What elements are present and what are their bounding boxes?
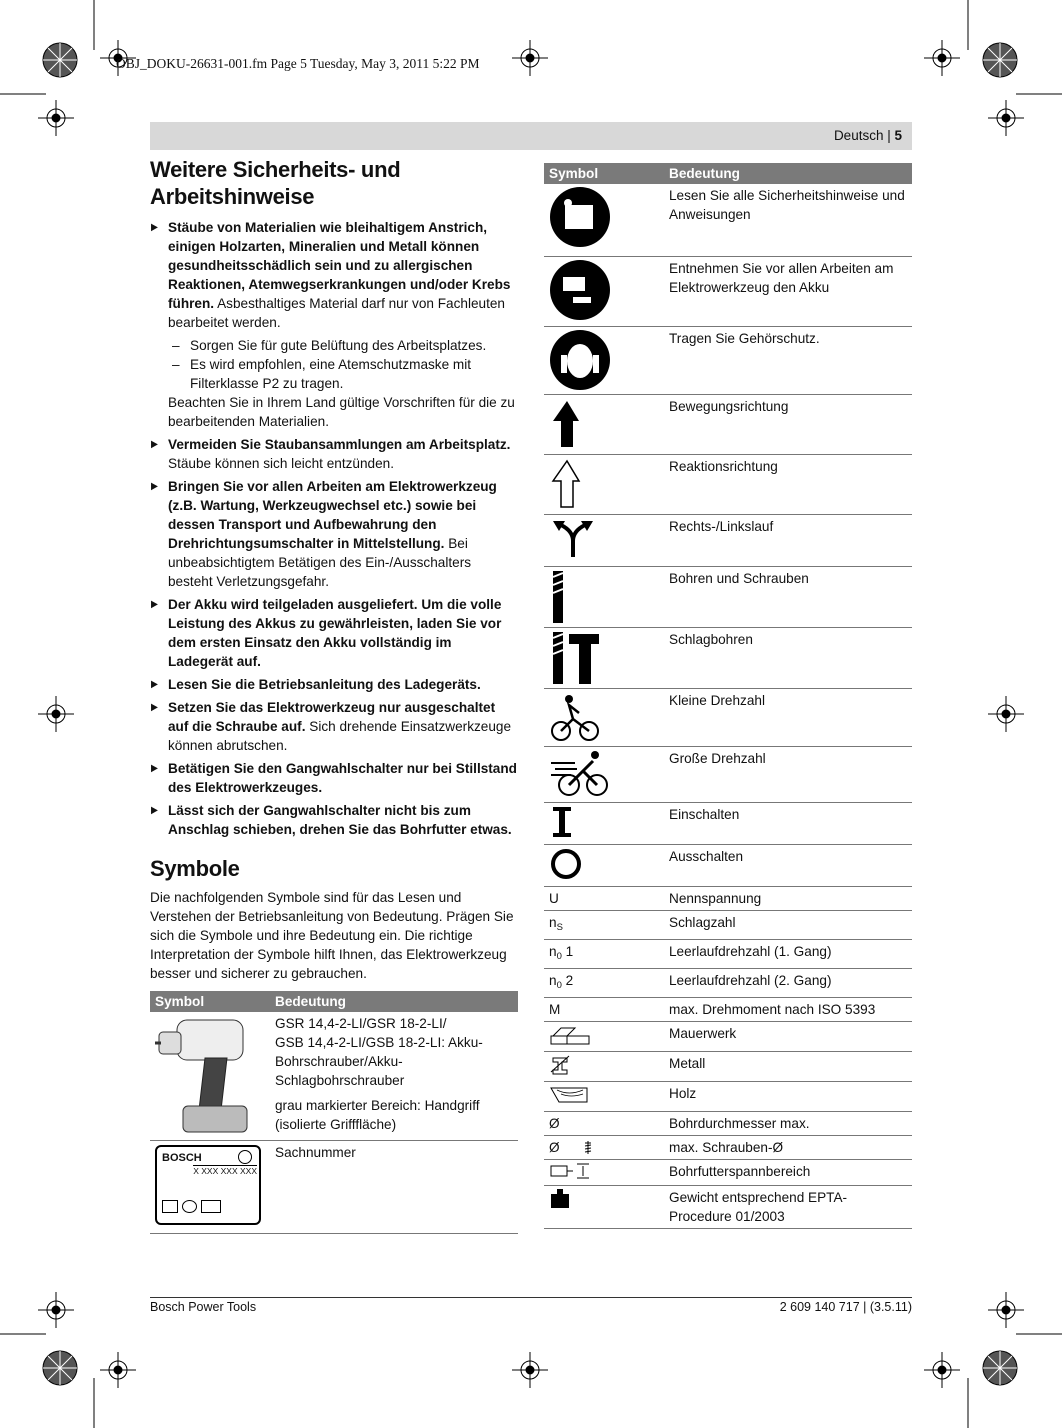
table-row: Einschalten <box>544 802 912 844</box>
part-number-label: Sachnummer <box>270 1141 518 1234</box>
drill-image <box>150 1012 270 1141</box>
table-row: Große Drehzahl <box>544 746 912 802</box>
reaction-direction-icon <box>549 457 583 511</box>
footer-brand: Bosch Power Tools <box>150 1300 257 1314</box>
plate-shapes <box>162 1199 221 1218</box>
table-row: Metall <box>544 1051 912 1081</box>
low-speed-cyclist-icon <box>549 691 601 743</box>
table-row: Mauerwerk <box>544 1021 912 1051</box>
table-row: Schlagbohren <box>544 627 912 688</box>
table-row: Bohrfutterspannbereich <box>544 1159 912 1185</box>
safety-bullet: ▶ Vermeiden Sie Staubansammlungen am Arbeitsplatz. Stäube können sich leicht entzünden. <box>150 435 518 473</box>
remove-battery-icon <box>549 259 611 321</box>
table-row: Bewegungsrichtung <box>544 394 912 454</box>
plate-logo-icon <box>238 1150 252 1164</box>
table-row: $n_S$ Schlagzahl <box>544 910 912 939</box>
safety-bullet: ▶ Bringen Sie vor allen Arbeiten am Elektrowerkzeug (z.B. Wartung, Werkzeugwechsel etc.) sowie bei dessen Transport und Aufbewahrung den Drehrichtungsumschalter in Mittelstellung. Bei unbeabsichtigtem Betätigen des Ein-/Ausschalters besteht Verletzungsgefahr. <box>150 477 518 591</box>
power-on-icon <box>549 805 575 839</box>
table-row: Tragen Sie Gehörschutz. <box>544 326 912 394</box>
table-row: Rechts-/Linkslauf <box>544 514 912 566</box>
drill-bit-icon <box>549 569 569 625</box>
print-header: OBJ_DOKU-26631-001.fm Page 5 Tuesday, May 3, 2011 5:22 PM <box>116 56 480 71</box>
nameplate-image <box>150 1141 270 1234</box>
symbols-table <box>544 163 912 1229</box>
col-header-meaning: Bedeutung <box>664 163 912 184</box>
footer-doc-number: 2 609 140 717 | (3.5.11) <box>779 1300 912 1314</box>
read-manual-icon <box>549 186 611 248</box>
ear-protection-icon <box>549 329 611 391</box>
col-header-symbol: Symbol <box>544 163 664 184</box>
page-number: 5 <box>894 128 902 143</box>
high-speed-cyclist-icon <box>549 749 611 799</box>
safety-bullet: ▶ Lesen Sie die Betriebsanleitung des Ladegeräts. <box>150 675 518 694</box>
table-row: Bohren und Schrauben <box>544 566 912 627</box>
section-title-safety: Weitere Sicherheits- und Arbeitshinweise <box>150 157 401 209</box>
table-row <box>150 1012 518 1141</box>
page-header <box>834 128 902 143</box>
plate-number: X XXX XXX XXX <box>193 1166 257 1176</box>
left-column <box>150 156 518 1234</box>
table-row: Kleine Drehzahl <box>544 688 912 746</box>
impact-drill-icon <box>549 630 605 686</box>
col-header-meaning: Bedeutung <box>270 991 518 1012</box>
safety-bullet: ▶ Lässt sich der Gangwahlschalter nicht bis zum Anschlag schieben, drehen Sie das Bohrfutter etwas. <box>150 801 518 839</box>
header-language: Deutsch <box>833 128 884 143</box>
safety-bullet: ▶ Setzen Sie das Elektrowerkzeug nur ausgeschaltet auf die Schraube auf. Sich drehende Einsatzwerkzeuge können abrutschen. <box>150 698 518 755</box>
metal-icon <box>549 1054 573 1076</box>
plate-brand: BOSCH <box>162 1152 202 1164</box>
symbols-intro: Die nachfolgenden Symbole sind für das Lesen und Verstehen der Betriebsanleitung von Bedeutung. Prägen Sie sich die Symbole und ihre Bedeutung ein. Die richtige Interpretation der Symbole hilft Ihnen, das Elektrowerkzeug besser und sicherer zu gebrauchen. <box>150 890 514 981</box>
table-row: U Nennspannung <box>544 886 912 910</box>
power-off-icon <box>549 847 583 881</box>
table-row: Entnehmen Sie vor allen Arbeiten am Elektrowerkzeug den Akku <box>544 256 912 326</box>
table-row: $n_0$ 1 Leerlaufdrehzahl (1. Gang) <box>544 939 912 968</box>
col-header-symbol: Symbol <box>150 991 270 1012</box>
weight-icon <box>549 1188 571 1210</box>
chuck-range-icon <box>549 1162 593 1180</box>
safety-dash-item: – Sorgen Sie für gute Belüftung des Arbeitsplatzes. <box>150 336 518 355</box>
rotation-direction-icon <box>549 517 597 559</box>
page-header-bar <box>150 122 912 150</box>
safety-bullet: ▶ Stäube von Materialien wie bleihaltigem Anstrich, einigen Holzarten, Mineralien und Metall können gesundheitsschädlich sein und zu allergischen Reaktionen, Atemwegserkrankungen und/oder Krebs führen. Asbesthaltiges Material darf nur von Fachleuten bearbeitet werden. <box>150 218 518 332</box>
safety-bullet: ▶ Betätigen Sie den Gangwahlschalter nur bei Stillstand des Elektrowerkzeuges. <box>150 759 518 797</box>
table-row: Gewicht entsprechend EPTA-Procedure 01/2003 <box>544 1185 912 1228</box>
table-row: Reaktionsrichtung <box>544 454 912 514</box>
footer-divider <box>150 1297 912 1298</box>
masonry-icon <box>549 1024 593 1046</box>
table-row: Lesen Sie alle Sicherheitshinweise und Anweisungen <box>544 184 912 256</box>
table-row: M max. Drehmoment nach ISO 5393 <box>544 997 912 1021</box>
table-row: $n_0$ 2 Leerlaufdrehzahl (2. Gang) <box>544 968 912 997</box>
table-row: Ausschalten <box>544 844 912 886</box>
safety-note: Beachten Sie in Ihrem Land gültige Vorschriften für die zu bearbeitenden Materialien. <box>168 395 515 429</box>
safety-dash-item: – Es wird empfohlen, eine Atemschutzmaske mit Filterklasse P2 zu tragen. <box>150 355 518 393</box>
screw-icon <box>581 1140 595 1156</box>
movement-direction-icon <box>549 397 583 451</box>
safety-bullet: ▶ Der Akku wird teilgeladen ausgeliefert. Um die volle Leistung des Akkus zu gewährleisten, laden Sie vor dem ersten Einsatz den Akku vollständig im Ladegerät auf. <box>150 595 518 671</box>
header-separator: | <box>883 128 895 143</box>
table-row: Holz <box>544 1081 912 1111</box>
wood-icon <box>549 1084 589 1106</box>
table-row: Ø Bohrdurchmesser max. <box>544 1111 912 1135</box>
table-row: Ø max. Schrauben-Ø <box>544 1135 912 1159</box>
table-row <box>150 1141 518 1234</box>
tool-table <box>150 991 518 1234</box>
tool-description: GSR 14,4-2-LI/GSR 18-2-LI/ GSB 14,4-2-LI/GSB 18-2-LI: Akku-Bohrschrauber/Akku-Schlagbohrschrauber grau markierter Bereich: Handgriff (isolierte Grifffläche) <box>270 1012 518 1141</box>
section-title-symbols: Symbole <box>150 856 240 881</box>
